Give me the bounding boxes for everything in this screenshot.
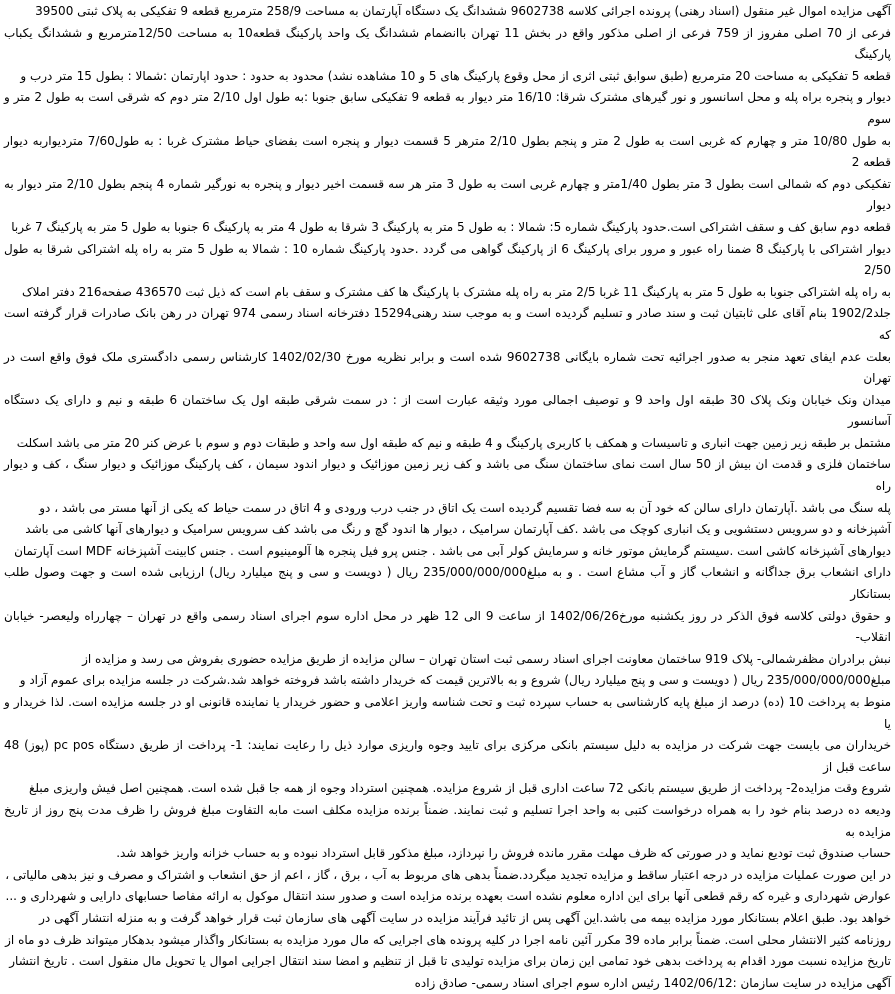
notice-line: و حقوق دولتی کلاسه فوق الذکر در روز یکشنبه مورخ1402/06/26 از ساعت 9 الی 12 ظهر در محل اداره سوم اجرای اسناد رسمی واقع در تهران – چهارراه ولیعصر- خیابان انقلاب- xyxy=(4,608,891,645)
notice-line: خواهد بود. طبق اعلام بستانکار مورد مزایده بیمه می باشد.این آگهی پس از تائید فرآیند مزایده در سایت آگهی های سازمان ثبت قرار خواهد گرفت و به منزله انتشار آگهی در xyxy=(39,910,891,925)
notice-line: مبلغ235/000/000/000 ریال ( دویست و سی و پنج میلیارد ریال) شروع و به بالاترین قیمت که خریدار داشته باشد فروخته خواهد شد.شرکت در جلسه مزایده برای عموم آزاد و xyxy=(19,673,891,688)
notice-line: شروع وقت مزایده2- پرداخت از طریق سیستم بانکی 72 ساعت اداری قبل از شروع مزایده. همچنین استرداد وجوه از همه جا قبل شده است. همچنین اصل فیش واریزی مبلغ xyxy=(28,781,891,796)
notice-line: در این صورت عملیات مزایده در درجه اعتبار ساقط و مزایده تجدید میگردد.ضمناً بدهی های مربوط به آب ، برق ، گاز ، اعم از حق انشعاب و اشتراک و مصرف و نیز بدهی مالیاتی ، xyxy=(5,867,891,882)
notice-line: میدان ونک خیابان ونک پلاک 30 طبقه اول واحد 9 و توصیف اجمالی مورد وثیقه عبارت است از : در سمت شرقی طبقه اول یک ساختمان 6 طبقه و نیم و دارای یک دستگاه آسانسور xyxy=(4,392,891,429)
notice-line: عوارض شهرداری و غیره که رقم قطعی آنها برای این اداره معلوم نشده است بعهده برنده مزایده است و صدور سند انتقال موکول به ارائه مفاصا حسابهای دارایی و شهرداری و ... xyxy=(5,889,891,904)
notice-line: بعلت عدم ایفای تعهد منجر به صدور اجرائیه تحت شماره بایگانی 9602738 شده است و برابر نظریه مورخ 1402/02/30 کارشناس رسمی دادگستری ملک فوق واقع است در تهران xyxy=(4,349,891,386)
notice-line: خریداران می بایست جهت شرکت در مزایده به دلیل سیستم بانکی مرکزی برای تایید وجوه واریزی موارد ذیل را رعایت نمایند: 1- پرداخت از طریق دستگاه pc pos (پوز) 48 ساعت قبل از xyxy=(4,738,892,774)
notice-line: روزنامه کثیر الانتشار محلی است. ضمناً برابر ماده 39 مکرر آئین نامه اجرا در کلیه پرونده های اجرایی که مال مورد مزایده به بستانکار واگذار میشود بدهکار میتواند ظرف دو ماه از xyxy=(5,932,891,947)
notice-line: آگهی مزایده در سایت سازمان :1402/06/12 رئیس اداره سوم اجرای اسناد رسمی- صادق زاده xyxy=(414,975,891,990)
notice-line: ساختمان فلزی و قدمت ان بیش از 50 سال است نمای ساختمان سنگ می باشد و کف زیر زمین موزائیک و دیوار اندود سیمان ، کف پارکینگ موزائیک و دیوار سنگ ، کف و دیوار راه xyxy=(4,457,891,494)
notice-line: دیوارهای آشپزخانه کاشی است .سیستم گرمایش موتور خانه و سرمایش کولر آبی می باشد . جنس پرو فیل پنجره ها آلومینیوم است . جنس کابینت آشپزخانه MDF است آپارتمان xyxy=(14,543,891,558)
notice-line: مشتمل بر طبقه زیر زمین جهت انباری و تاسیسات و همکف با کاربری پارکینگ و 4 طبقه و نیم که طبقه اول سه واحد و طبقات دوم و سوم با عرض کنر 20 متر می باشد اسکلت xyxy=(16,435,891,450)
notice-line: حساب صندوق ثبت تودیع نماید و در صورتی که ظرف مهلت مقرر مانده فروش را نپردازد، مبلغ مذکور قابل استرداد نبوده و به حساب خزانه واریز خواهد شد. xyxy=(116,846,891,861)
notice-line: تفکیکی دوم که شمالی است بطول 3 متر بطول 1/40متر و چهارم غربی است به طول 3 متر هر سه قسمت اخیر دیوار و پنجره به نورگیر شماره 4 پنجم بطول 2/10 متر دیوار به دیوار xyxy=(4,176,891,213)
notice-line: منوط به پرداخت 10 (ده) درصد از مبلغ پایه کارشناسی به حساب سپرده ثبت و تحت شناسه واریز اعلامی و حضور خریدار یا نماینده قانونی او در جلسه مزایده است. لذا خریدار و یا xyxy=(4,695,892,731)
notice-line: آگهی مزایده اموال غیر منقول (اسناد رهنی) پرونده اجرائی کلاسه 9602738 ششدانگ یک دستگاه آپارتمان به مساحت 258/9 مترمربع قطعه 9 تفکیکی به پلاک ثبتی 39500 xyxy=(35,4,891,18)
notice-line: دیوار اشتراکی با پارکینگ 8 ضمنا راه عبور و مرور برای پارکینگ 6 از پارکینگ گواهی می گردد .حدود پارکینگ شماره 10 : شمالا به طول 5 متر به راه پله اشتراکی شرقا به طول 2/50 xyxy=(4,241,891,278)
notice-line: آشپزخانه و دو سرویس دستشویی و یک انباری کوچک می باشد .کف آپارتمان سرامیک ، دیوار ها اندود گچ و رنگ می باشد کف سرویس سرامیک و دیوارهای آنها کاشی می باشد xyxy=(25,522,891,537)
notice-line: به راه پله اشتراکی جنوبا به طول 5 متر به پارکینگ 11 غربا 2/5 متر به راه پله مشترک با پارکینگ ها کف مشترک و سقف بام است که ذیل ثبت 436570 صفحه216 دفتر املاک xyxy=(21,284,891,299)
notice-line: جلد1902/2 بنام آقای علی ثابتیان ثبت و سند صادر و تسلیم گردیده است و به موجب سند رهنی15294 دفترخانه اسناد رسمی 974 تهران در رهن بانک صادرات قرار گرفته است که xyxy=(4,306,891,342)
notice-line: تاریخ مزایده نسبت مورد اقدام به پرداخت بدهی خود تمامی این زمان برای مزایده تولیدی تا قبل از تنظیم و امضا سند انتقال اجرایی اموال یا تحویل مال منقول است . تاریخ انتشار xyxy=(9,954,891,969)
notice-line: پله سنگ می باشد .آپارتمان دارای سالن که خود آن به سه فضا تقسیم گردیده است یک اتاق در جنب درب ورودی و 4 اتاق در سمت حیاط که یکی از آنها مستر می باشد ، دو xyxy=(39,500,891,515)
notice-line: فرعی از 70 اصلی مفروز از 759 فرعی از اصلی مذکور واقع در بخش 11 تهران باانضمام ششدانگ یک واحد پارکینگ قطعه10 به مساحت 12/50مترمربع و ششدانگ یکباب پارکینگ xyxy=(4,25,891,62)
notice-line: دیوار و پنجره براه پله و محل اسانسور و نور گیرهای مشترک شرقا: 16/10 متر دیوار به قطعه 9 تفکیکی سابق جنوبا :به طول اول 2/10 متر دوم که شرقی است به طول 2 متر و سوم xyxy=(4,90,891,126)
notice-line: به طول 10/80 متر و چهارم که غربی است به طول 2 متر و پنجم بطول 2/10 مترهر 5 قسمت دیوار و پنجره است بفضای حیاط مشترک غربا : به طول7/60 متردیواربه دیوار قطعه 2 xyxy=(4,133,891,170)
notice-line: قطعه 5 تفکیکی به مساحت 20 مترمربع (طبق سوابق ثبتی اثری از محل وقوع پارکینگ های 5 و 10 مشاهده نشد) محدود به حدود : حدود اپارتمان :شمالا : بطول 15 متر درب و xyxy=(20,68,891,83)
notice-line: ودیعه ده درصد بنام خود را به همراه درخواست کتبی به واحد اجرا تسلیم و ثبت نمایند. ضمناً برنده مزایده مکلف است مابه التفاوت مبلغ فروش را ظرف مدت پنج روز از تاریخ مزایده به xyxy=(4,802,891,839)
notice-line: دارای انشعاب برق جداگانه و انشعاب گاز و آب مشاع است . و به مبلغ235/000/000/000 ریال ( دویست و سی و پنج میلیارد ریال) ارزیابی شده است و جهت وصول طلب بستانکار xyxy=(4,565,892,602)
notice-line: قطعه دوم سابق کف و سقف اشتراکی است.حدود پارکینگ شماره 5: شمالا : به طول 5 متر به پارکینگ 3 شرقا به طول 4 متر به پارکینگ 6 جنوبا به طول 5 متر به پارکینگ 7 غربا xyxy=(11,219,891,234)
notice-line: نبش برادران مظفرشمالی- پلاک 919 ساختمان معاونت اجرای اسناد رسمی ثبت استان تهران – سالن مزایده از طریق مزایده حضوری بفروش می رسد و مزایده از xyxy=(82,651,891,666)
